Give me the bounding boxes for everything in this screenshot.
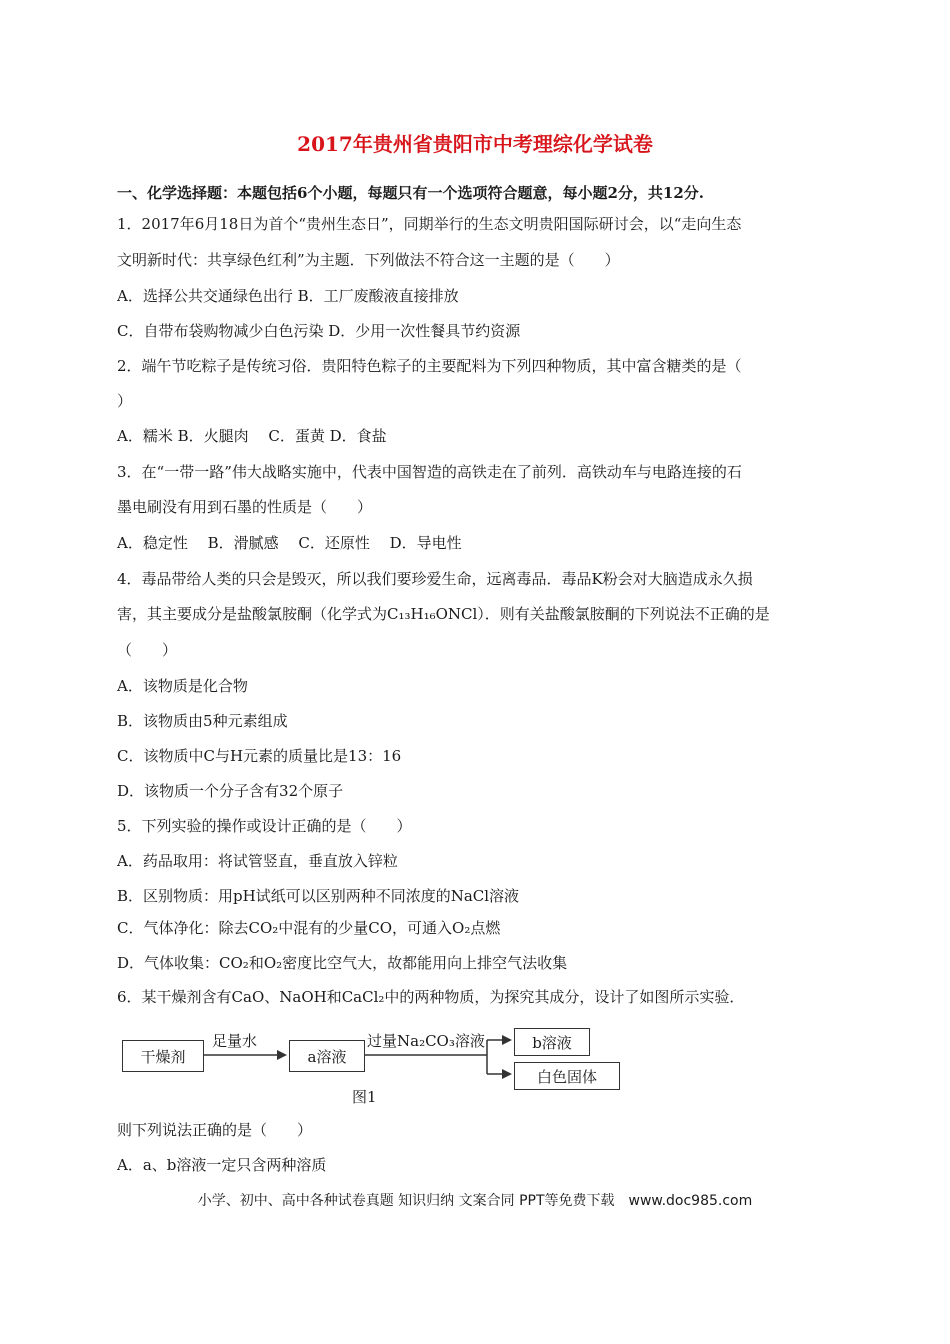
text-line: 4．毒品带给人类的只会是毁灭，所以我们要珍爱生命，远离毒品．毒品K粉会对大脑造成永久损 [117,570,753,588]
text-line: 文明新时代：共享绿色红利”为主题．下列做法不符合这一主题的是（ ） [117,251,620,269]
text-line: 6．某干燥剂含有CaO、NaOH和CaCl₂中的两种物质，为探究其成分，设计了如图所示实验． [117,988,745,1006]
text-line: A．糯米 B．火腿肉 C．蛋黄 D．食盐 [117,427,387,445]
text-line: B．区别物质：用pH试纸可以区别两种不同浓度的NaCl溶液 [117,887,520,905]
text-line: （ ） [117,641,178,659]
section-heading: 一、化学选择题：本题包括6个小题，每题只有一个选项符合题意，每小题2分，共12分. [117,184,704,202]
text-line: A．a、b溶液一定只含两种溶质 [117,1156,327,1174]
text-line: A．药品取用：将试管竖直，垂直放入锌粒 [117,852,398,870]
text-line: 害，其主要成分是盐酸氯胺酮（化学式为C₁₃H₁₆ONCl）．则有关盐酸氯胺酮的下列说法不正确的是 [117,605,770,623]
text-line: D．气体收集：CO₂和O₂密度比空气大，故都能用向上排空气法收集 [117,954,568,972]
figure-box-white-solid: 白色固体 [514,1062,620,1090]
text-line: A．该物质是化合物 [117,677,248,695]
text-line: ） [117,392,133,410]
figure-box-desiccant: 干燥剂 [122,1040,204,1072]
figure-box-solution-a: a溶液 [289,1040,365,1072]
text-line: 墨电刷没有用到石墨的性质是（ ） [117,498,373,516]
text-line: A．选择公共交通绿色出行 B．工厂废酸液直接排放 [117,287,459,305]
figure-caption: 图1 [352,1088,377,1106]
text-line: C．该物质中C与H元素的质量比是13：16 [117,747,402,765]
footer-text: 小学、初中、高中各种试卷真题 知识归纳 文案合同 PPT等免费下载 www.doc985.com [197,1193,753,1209]
text-line: B．该物质由5种元素组成 [117,712,288,730]
text-line: 2．端午节吃粽子是传统习俗．贵阳特色粽子的主要配料为下列四种物质，其中富含糖类的是（ [117,357,742,375]
arrow-label-water: 足量水 [212,1032,258,1050]
text-line: C．自带布袋购物减少白色污染 D．少用一次性餐具节约资源 [117,322,521,340]
text-line: 则下列说法正确的是（ ） [117,1121,313,1139]
text-line: 5．下列实验的操作或设计正确的是（ ） [117,817,412,835]
arrow-label-na2co3: 过量Na₂CO₃溶液 [367,1032,485,1050]
text-line: A．稳定性 B．滑腻感 C．还原性 D．导电性 [117,534,462,552]
page-title: 2017年贵州省贵阳市中考理综化学试卷 [297,132,653,156]
figure-box-solution-b: b溶液 [514,1028,590,1056]
text-line: C．气体净化：除去CO₂中混有的少量CO，可通入O₂点燃 [117,919,501,937]
text-line: 3．在“一带一路”伟大战略实施中，代表中国智造的高铁走在了前列．高铁动车与电路连接的石 [117,463,742,481]
text-line: 1．2017年6月18日为首个“贵州生态日”，同期举行的生态文明贵阳国际研讨会，以“走向生态 [117,215,742,233]
text-line: D．该物质一个分子含有32个原子 [117,782,344,800]
experiment-figure [117,1028,637,1116]
